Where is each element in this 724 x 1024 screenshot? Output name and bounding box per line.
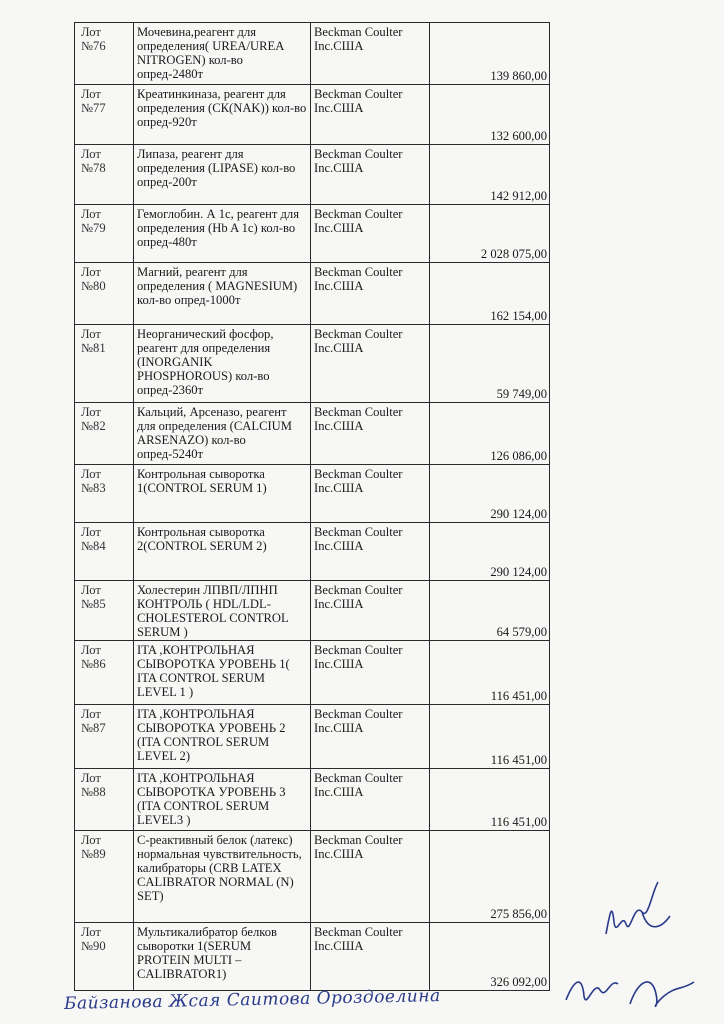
lot-number-cell: [75, 205, 134, 263]
amount-cell: 162 154,00: [430, 263, 550, 325]
lot-word: Лот: [81, 467, 101, 481]
table-row: [75, 145, 550, 205]
product-name-cell: Магний, реагент для определения ( MAGNESIUM) кол-во опред-1000т: [134, 263, 311, 325]
amount-cell: 290 124,00: [430, 465, 550, 523]
lot-number-cell: [75, 581, 134, 641]
lot-number-cell: [75, 523, 134, 581]
lot-word: Лот: [81, 833, 101, 847]
amount-cell: 64 579,00: [430, 581, 550, 641]
manufacturer-name: Beckman Coulter: [314, 643, 403, 657]
table-row: [75, 641, 550, 705]
product-name-cell: ITA ,КОНТРОЛЬНАЯ СЫВОРОТКА УРОВЕНЬ 2 (ITA CONTROL SERUM LEVEL 2): [134, 705, 311, 769]
product-name-cell: Мочевина,реагент для определения( UREA/UREA NITROGEN) кол-во опред-2480т: [134, 23, 311, 85]
manufacturer-country: Inc.США: [314, 221, 364, 235]
table-row: [75, 23, 550, 85]
manufacturer-cell: [311, 205, 430, 263]
lot-number: №89: [81, 847, 106, 861]
lot-word: Лот: [81, 25, 101, 39]
product-name-cell: Креатинкиназа, реагент для определения (СК(NAK)) кол-во опред-920т: [134, 85, 311, 145]
manufacturer-name: Beckman Coulter: [314, 771, 403, 785]
lot-number: №90: [81, 939, 106, 953]
manufacturer-cell: [311, 85, 430, 145]
lot-word: Лот: [81, 707, 101, 721]
amount-cell: 116 451,00: [430, 705, 550, 769]
handwritten-signatures-line: Байзанова Жсая Саитова Ороздоелина: [63, 986, 441, 1014]
amount-cell: 126 086,00: [430, 403, 550, 465]
table-row: [75, 205, 550, 263]
table-row: [75, 581, 550, 641]
manufacturer-country: Inc.США: [314, 785, 364, 799]
lot-number-cell: [75, 263, 134, 325]
table-row: [75, 403, 550, 465]
lot-number-cell: [75, 325, 134, 403]
lot-number: №83: [81, 481, 106, 495]
product-name-cell: Контрольная сыворотка 1(CONTROL SERUM 1): [134, 465, 311, 523]
manufacturer-country: Inc.США: [314, 419, 364, 433]
lot-word: Лот: [81, 147, 101, 161]
amount-cell: 290 124,00: [430, 523, 550, 581]
amount-cell: 116 451,00: [430, 769, 550, 831]
lots-table: [74, 22, 550, 991]
lot-word: Лот: [81, 525, 101, 539]
lot-number: №80: [81, 279, 106, 293]
lot-number: №86: [81, 657, 106, 671]
manufacturer-country: Inc.США: [314, 161, 364, 175]
manufacturer-name: Beckman Coulter: [314, 467, 403, 481]
signature-mark-right-lower: [560, 960, 700, 1020]
lot-number-cell: [75, 145, 134, 205]
lot-number-cell: [75, 85, 134, 145]
lot-number-cell: [75, 705, 134, 769]
amount-cell: 275 856,00: [430, 831, 550, 923]
manufacturer-country: Inc.США: [314, 101, 364, 115]
lot-number: №82: [81, 419, 106, 433]
signature-mark-right-upper: [598, 872, 678, 952]
manufacturer-cell: [311, 263, 430, 325]
manufacturer-country: Inc.США: [314, 847, 364, 861]
manufacturer-name: Beckman Coulter: [314, 925, 403, 939]
manufacturer-cell: [311, 581, 430, 641]
manufacturer-country: Inc.США: [314, 597, 364, 611]
manufacturer-name: Beckman Coulter: [314, 265, 403, 279]
lot-word: Лот: [81, 327, 101, 341]
table-row: [75, 705, 550, 769]
table-row: [75, 263, 550, 325]
product-name-cell: Кальций, Арсеназо, реагент для определения (CALCIUM ARSENAZO) кол-во опред-5240т: [134, 403, 311, 465]
table-row: [75, 465, 550, 523]
table-row: [75, 85, 550, 145]
lot-word: Лот: [81, 87, 101, 101]
lot-word: Лот: [81, 207, 101, 221]
manufacturer-cell: [311, 325, 430, 403]
product-name-cell: ITA ,КОНТРОЛЬНАЯ СЫВОРОТКА УРОВЕНЬ 3 (ITA CONTROL SERUM LEVEL3 ): [134, 769, 311, 831]
manufacturer-country: Inc.США: [314, 657, 364, 671]
manufacturer-cell: [311, 145, 430, 205]
manufacturer-cell: [311, 465, 430, 523]
amount-cell: 139 860,00: [430, 23, 550, 85]
table-row: [75, 325, 550, 403]
manufacturer-cell: [311, 523, 430, 581]
lot-word: Лот: [81, 583, 101, 597]
manufacturer-country: Inc.США: [314, 539, 364, 553]
manufacturer-name: Beckman Coulter: [314, 207, 403, 221]
lot-number: №77: [81, 101, 106, 115]
lot-number-cell: [75, 831, 134, 923]
product-name-cell: ITA ,КОНТРОЛЬНАЯ СЫВОРОТКА УРОВЕНЬ 1( ITA CONTROL SERUM LEVEL 1 ): [134, 641, 311, 705]
manufacturer-name: Beckman Coulter: [314, 707, 403, 721]
table-row: [75, 923, 550, 991]
manufacturer-name: Beckman Coulter: [314, 583, 403, 597]
manufacturer-country: Inc.США: [314, 721, 364, 735]
lot-number-cell: [75, 923, 134, 991]
amount-cell: 142 912,00: [430, 145, 550, 205]
manufacturer-country: Inc.США: [314, 39, 364, 53]
lot-word: Лот: [81, 643, 101, 657]
lots-table-body: [75, 23, 550, 991]
amount-cell: 2 028 075,00: [430, 205, 550, 263]
lot-number: №84: [81, 539, 106, 553]
manufacturer-name: Beckman Coulter: [314, 147, 403, 161]
product-name-cell: Неорганический фосфор, реагент для определения (INORGANIK PHOSPHOROUS) кол-во опред-2360т: [134, 325, 311, 403]
amount-cell: 326 092,00: [430, 923, 550, 991]
manufacturer-cell: [311, 831, 430, 923]
lot-number: №87: [81, 721, 106, 735]
manufacturer-country: Inc.США: [314, 939, 364, 953]
manufacturer-name: Beckman Coulter: [314, 25, 403, 39]
product-name-cell: Холестерин ЛПВП/ЛПНП КОНТРОЛЬ ( HDL/LDL-CHOLESTEROL CONTROL SERUM ): [134, 581, 311, 641]
amount-cell: 132 600,00: [430, 85, 550, 145]
lot-word: Лот: [81, 265, 101, 279]
amount-cell: 116 451,00: [430, 641, 550, 705]
table-row: [75, 523, 550, 581]
manufacturer-country: Inc.США: [314, 279, 364, 293]
amount-cell: 59 749,00: [430, 325, 550, 403]
lot-number-cell: [75, 769, 134, 831]
product-name-cell: Гемоглобин. А 1с, реагент для определения (Hb A 1c) кол-во опред-480т: [134, 205, 311, 263]
manufacturer-cell: [311, 923, 430, 991]
lot-word: Лот: [81, 405, 101, 419]
lot-number: №88: [81, 785, 106, 799]
manufacturer-name: Beckman Coulter: [314, 833, 403, 847]
lot-number: №79: [81, 221, 106, 235]
lot-word: Лот: [81, 925, 101, 939]
table-row: [75, 831, 550, 923]
lot-number-cell: [75, 23, 134, 85]
lot-number: №81: [81, 341, 106, 355]
manufacturer-cell: [311, 769, 430, 831]
product-name-cell: Контрольная сыворотка 2(CONTROL SERUM 2): [134, 523, 311, 581]
manufacturer-name: Beckman Coulter: [314, 405, 403, 419]
manufacturer-country: Inc.США: [314, 481, 364, 495]
manufacturer-cell: [311, 705, 430, 769]
manufacturer-name: Beckman Coulter: [314, 87, 403, 101]
table-row: [75, 769, 550, 831]
manufacturer-country: Inc.США: [314, 341, 364, 355]
lot-number-cell: [75, 641, 134, 705]
manufacturer-cell: [311, 641, 430, 705]
manufacturer-cell: [311, 403, 430, 465]
manufacturer-cell: [311, 23, 430, 85]
lot-number-cell: [75, 403, 134, 465]
product-name-cell: С-реактивный белок (латекс) нормальная чувствительность, калибраторы (CRB LATEX CALIBRATOR NORMAL (N) SET): [134, 831, 311, 923]
lot-word: Лот: [81, 771, 101, 785]
manufacturer-name: Beckman Coulter: [314, 327, 403, 341]
manufacturer-name: Beckman Coulter: [314, 525, 403, 539]
lot-number: №78: [81, 161, 106, 175]
product-name-cell: Мультикалибратор белков сыворотки 1(SERUM PROTEIN MULTI – CALIBRATOR1): [134, 923, 311, 991]
lot-number-cell: [75, 465, 134, 523]
product-name-cell: Липаза, реагент для определения (LIPASE) кол-во опред-200т: [134, 145, 311, 205]
lot-number: №85: [81, 597, 106, 611]
lot-number: №76: [81, 39, 106, 53]
